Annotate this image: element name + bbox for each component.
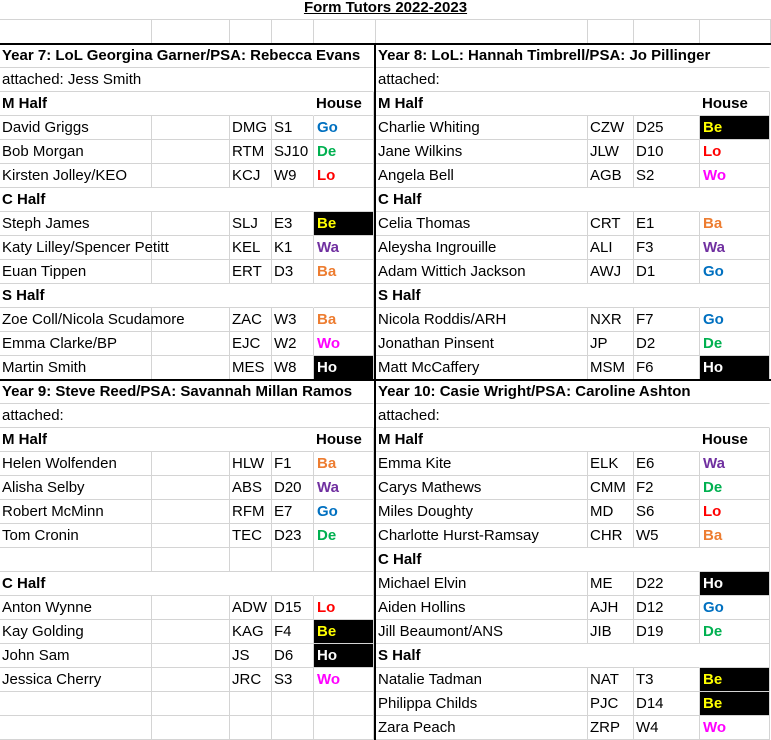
house-badge[interactable]: Ba	[314, 452, 374, 476]
house-badge[interactable]: Wo	[700, 164, 770, 188]
house-badge[interactable]: Lo	[314, 596, 374, 620]
tutor-code[interactable]: PJC	[588, 692, 634, 716]
tutor-name[interactable]: Zara Peach	[376, 716, 588, 740]
empty-cell[interactable]	[152, 524, 230, 548]
tutor-code[interactable]: CRT	[588, 212, 634, 236]
house-column-header[interactable]: House	[700, 428, 770, 452]
tutor-name[interactable]: Philippa Childs	[376, 692, 588, 716]
room-number[interactable]: W8	[272, 356, 314, 380]
tutor-code[interactable]: KAG	[230, 620, 272, 644]
half-label[interactable]: M Half	[376, 92, 700, 116]
empty-cell[interactable]	[230, 692, 272, 716]
tutor-code[interactable]: KEL	[230, 236, 272, 260]
empty-cell[interactable]	[152, 476, 230, 500]
empty-cell[interactable]	[152, 116, 230, 140]
empty-cell[interactable]	[314, 572, 374, 596]
tutor-code[interactable]: ABS	[230, 476, 272, 500]
house-badge[interactable]: Be	[700, 116, 770, 140]
tutor-name[interactable]: Martin Smith	[0, 356, 152, 380]
house-badge[interactable]: Ba	[314, 308, 374, 332]
room-number[interactable]: D12	[634, 596, 700, 620]
house-badge[interactable]: De	[700, 476, 770, 500]
empty-cell[interactable]	[230, 716, 272, 740]
house-badge[interactable]: Ho	[314, 644, 374, 668]
tutor-name[interactable]: Helen Wolfenden	[0, 452, 152, 476]
tutor-name[interactable]: Steph James	[0, 212, 152, 236]
tutor-code[interactable]: ALI	[588, 236, 634, 260]
tutor-code[interactable]: ZAC	[230, 308, 272, 332]
room-number[interactable]: D1	[634, 260, 700, 284]
empty-cell[interactable]	[230, 548, 272, 572]
block-divider-middle	[0, 379, 771, 381]
half-label[interactable]: C Half	[376, 188, 700, 212]
house-badge[interactable]: Wa	[314, 236, 374, 260]
block-divider-top	[0, 43, 771, 45]
attached-staff[interactable]: attached:	[376, 68, 770, 92]
room-number[interactable]: W3	[272, 308, 314, 332]
year-heading[interactable]: Year 10: Casie Wright/PSA: Caroline Ashton	[376, 380, 770, 404]
tutor-code[interactable]: CZW	[588, 116, 634, 140]
tutor-name[interactable]: Carys Mathews	[376, 476, 588, 500]
room-number[interactable]: E6	[634, 452, 700, 476]
empty-cell[interactable]	[152, 356, 230, 380]
empty-cell[interactable]	[152, 164, 230, 188]
empty-cell[interactable]	[152, 596, 230, 620]
house-badge[interactable]: Wo	[314, 668, 374, 692]
empty-cell[interactable]	[152, 644, 230, 668]
tutor-code[interactable]: MES	[230, 356, 272, 380]
house-badge[interactable]: Go	[314, 116, 374, 140]
tutor-code[interactable]: MSM	[588, 356, 634, 380]
empty-cell[interactable]	[152, 620, 230, 644]
empty-cell[interactable]	[700, 20, 771, 44]
empty-cell[interactable]	[152, 692, 230, 716]
house-badge[interactable]: Wa	[700, 452, 770, 476]
attached-staff[interactable]: attached:	[0, 404, 374, 428]
room-number[interactable]: SJ10	[272, 140, 314, 164]
empty-cell[interactable]	[152, 716, 230, 740]
empty-cell[interactable]	[152, 212, 230, 236]
house-badge[interactable]: Be	[314, 620, 374, 644]
room-number[interactable]: W4	[634, 716, 700, 740]
empty-cell[interactable]	[700, 644, 770, 668]
tutor-name[interactable]: Jessica Cherry	[0, 668, 152, 692]
empty-cell[interactable]	[314, 188, 374, 212]
house-badge[interactable]: Wo	[700, 716, 770, 740]
room-number[interactable]: W5	[634, 524, 700, 548]
house-badge[interactable]: Ho	[700, 356, 770, 380]
empty-cell[interactable]	[376, 20, 588, 44]
room-number[interactable]: D25	[634, 116, 700, 140]
empty-cell[interactable]	[152, 140, 230, 164]
room-number[interactable]: F7	[634, 308, 700, 332]
tutor-code[interactable]: ME	[588, 572, 634, 596]
tutor-name[interactable]: Alisha Selby	[0, 476, 152, 500]
tutor-code[interactable]: ERT	[230, 260, 272, 284]
room-number[interactable]: D19	[634, 620, 700, 644]
tutor-name[interactable]: Kirsten Jolley/KEO	[0, 164, 152, 188]
tutor-code[interactable]: RFM	[230, 500, 272, 524]
house-badge[interactable]: Go	[700, 308, 770, 332]
room-number[interactable]: S2	[634, 164, 700, 188]
house-badge[interactable]: De	[700, 332, 770, 356]
empty-cell[interactable]	[700, 548, 770, 572]
room-number[interactable]: D22	[634, 572, 700, 596]
half-label[interactable]: S Half	[376, 644, 700, 668]
half-label[interactable]: C Half	[376, 548, 700, 572]
house-column-header[interactable]: House	[314, 428, 374, 452]
room-number[interactable]: F3	[634, 236, 700, 260]
tutor-code[interactable]: JP	[588, 332, 634, 356]
tutor-name[interactable]: Jane Wilkins	[376, 140, 588, 164]
empty-cell[interactable]	[152, 332, 230, 356]
empty-cell[interactable]	[272, 692, 314, 716]
tutor-name[interactable]: John Sam	[0, 644, 152, 668]
tutor-name[interactable]: Anton Wynne	[0, 596, 152, 620]
house-badge[interactable]: Lo	[700, 500, 770, 524]
year-heading[interactable]: Year 7: LoL Georgina Garner/PSA: Rebecca Evans	[0, 44, 374, 68]
room-number[interactable]: D23	[272, 524, 314, 548]
tutor-code[interactable]: CHR	[588, 524, 634, 548]
room-number[interactable]: D2	[634, 332, 700, 356]
empty-cell[interactable]	[0, 548, 152, 572]
tutor-name[interactable]: Aiden Hollins	[376, 596, 588, 620]
half-label[interactable]: S Half	[0, 284, 314, 308]
empty-cell[interactable]	[0, 20, 152, 44]
tutor-name[interactable]: Zoe Coll/Nicola Scudamore	[0, 308, 152, 332]
room-number[interactable]: F6	[634, 356, 700, 380]
empty-cell[interactable]	[152, 452, 230, 476]
tutor-code[interactable]: ELK	[588, 452, 634, 476]
sheet-title[interactable]: Form Tutors 2022-2023	[0, 0, 771, 20]
room-number[interactable]: F4	[272, 620, 314, 644]
tutor-name[interactable]: Charlie Whiting	[376, 116, 588, 140]
room-number[interactable]: W9	[272, 164, 314, 188]
tutor-code[interactable]: SLJ	[230, 212, 272, 236]
tutor-code[interactable]: JS	[230, 644, 272, 668]
tutor-name[interactable]: Angela Bell	[376, 164, 588, 188]
house-badge[interactable]: Be	[700, 692, 770, 716]
tutor-code[interactable]: AJH	[588, 596, 634, 620]
house-column-header[interactable]: House	[700, 92, 770, 116]
room-number[interactable]: D15	[272, 596, 314, 620]
house-badge[interactable]: Wa	[314, 476, 374, 500]
tutor-code[interactable]: NXR	[588, 308, 634, 332]
empty-cell[interactable]	[314, 692, 374, 716]
tutor-code[interactable]: JIB	[588, 620, 634, 644]
empty-cell[interactable]	[152, 548, 230, 572]
tutor-name[interactable]: Emma Kite	[376, 452, 588, 476]
empty-cell[interactable]	[314, 284, 374, 308]
house-badge[interactable]: Go	[700, 260, 770, 284]
tutor-code[interactable]: ZRP	[588, 716, 634, 740]
house-badge[interactable]: Ba	[700, 212, 770, 236]
tutor-name[interactable]: Michael Elvin	[376, 572, 588, 596]
house-badge[interactable]: Wa	[700, 236, 770, 260]
room-number[interactable]: D6	[272, 644, 314, 668]
room-number[interactable]: D20	[272, 476, 314, 500]
empty-cell[interactable]	[152, 668, 230, 692]
tutor-name[interactable]: Kay Golding	[0, 620, 152, 644]
empty-cell[interactable]	[272, 548, 314, 572]
tutor-name[interactable]: Adam Wittich Jackson	[376, 260, 588, 284]
half-label[interactable]: C Half	[0, 188, 314, 212]
empty-cell[interactable]	[0, 692, 152, 716]
tutor-name[interactable]: Celia Thomas	[376, 212, 588, 236]
tutor-code[interactable]: EJC	[230, 332, 272, 356]
tutor-code[interactable]: RTM	[230, 140, 272, 164]
empty-cell[interactable]	[634, 20, 700, 44]
empty-cell[interactable]	[152, 500, 230, 524]
house-badge[interactable]: Lo	[700, 140, 770, 164]
tutor-name[interactable]: David Griggs	[0, 116, 152, 140]
tutor-code[interactable]: HLW	[230, 452, 272, 476]
tutor-name[interactable]: Jonathan Pinsent	[376, 332, 588, 356]
empty-cell[interactable]	[152, 308, 230, 332]
house-badge[interactable]: Be	[700, 668, 770, 692]
tutor-name[interactable]: Nicola Roddis/ARH	[376, 308, 588, 332]
empty-cell[interactable]	[314, 20, 376, 44]
empty-cell[interactable]	[588, 20, 634, 44]
tutor-name[interactable]: Matt McCaffery	[376, 356, 588, 380]
empty-cell[interactable]	[0, 716, 152, 740]
room-number[interactable]: K1	[272, 236, 314, 260]
half-label[interactable]: S Half	[376, 284, 700, 308]
half-label[interactable]: M Half	[0, 428, 314, 452]
tutor-name[interactable]: Bob Morgan	[0, 140, 152, 164]
house-badge[interactable]: Lo	[314, 164, 374, 188]
house-badge[interactable]: Go	[314, 500, 374, 524]
room-number[interactable]: E1	[634, 212, 700, 236]
room-number[interactable]: S6	[634, 500, 700, 524]
year-heading[interactable]: Year 8: LoL: Hannah Timbrell/PSA: Jo Pillinger	[376, 44, 770, 68]
tutor-name[interactable]: Jill Beaumont/ANS	[376, 620, 588, 644]
tutor-code[interactable]: JLW	[588, 140, 634, 164]
empty-cell[interactable]	[152, 236, 230, 260]
empty-cell[interactable]	[272, 716, 314, 740]
house-badge[interactable]: De	[314, 140, 374, 164]
tutor-code[interactable]: KCJ	[230, 164, 272, 188]
empty-cell[interactable]	[272, 20, 314, 44]
half-label[interactable]: M Half	[376, 428, 700, 452]
empty-cell[interactable]	[230, 20, 272, 44]
tutor-code[interactable]: NAT	[588, 668, 634, 692]
empty-cell[interactable]	[700, 188, 770, 212]
attached-staff[interactable]: attached:	[376, 404, 770, 428]
house-badge[interactable]: De	[700, 620, 770, 644]
tutor-code[interactable]: ADW	[230, 596, 272, 620]
house-badge[interactable]: De	[314, 524, 374, 548]
house-badge[interactable]: Wo	[314, 332, 374, 356]
tutor-code[interactable]: DMG	[230, 116, 272, 140]
tutor-name[interactable]: Charlotte Hurst-Ramsay	[376, 524, 588, 548]
tutor-name[interactable]: Tom Cronin	[0, 524, 152, 548]
room-number[interactable]: E3	[272, 212, 314, 236]
tutor-code[interactable]: AWJ	[588, 260, 634, 284]
room-number[interactable]: S3	[272, 668, 314, 692]
house-column-header[interactable]: House	[314, 92, 374, 116]
tutor-code[interactable]: CMM	[588, 476, 634, 500]
room-number[interactable]: D10	[634, 140, 700, 164]
room-number[interactable]: W2	[272, 332, 314, 356]
half-label[interactable]: M Half	[0, 92, 314, 116]
tutor-code[interactable]: MD	[588, 500, 634, 524]
room-number[interactable]: F2	[634, 476, 700, 500]
tutor-name[interactable]: Euan Tippen	[0, 260, 152, 284]
year-heading[interactable]: Year 9: Steve Reed/PSA: Savannah Millan Ramos	[0, 380, 374, 404]
tutor-code[interactable]: AGB	[588, 164, 634, 188]
half-label[interactable]: C Half	[0, 572, 314, 596]
house-badge[interactable]: Be	[314, 212, 374, 236]
room-number[interactable]: S1	[272, 116, 314, 140]
empty-cell[interactable]	[314, 716, 374, 740]
tutor-name[interactable]: Natalie Tadman	[376, 668, 588, 692]
room-number[interactable]: T3	[634, 668, 700, 692]
room-number[interactable]: F1	[272, 452, 314, 476]
column-divider	[374, 44, 376, 740]
tutor-name[interactable]: Aleysha Ingrouille	[376, 236, 588, 260]
empty-cell[interactable]	[152, 260, 230, 284]
house-badge[interactable]: Go	[700, 596, 770, 620]
empty-cell[interactable]	[152, 20, 230, 44]
house-badge[interactable]: Ba	[700, 524, 770, 548]
room-number[interactable]: D14	[634, 692, 700, 716]
room-number[interactable]: D3	[272, 260, 314, 284]
house-badge[interactable]: Ba	[314, 260, 374, 284]
tutor-name[interactable]: Miles Doughty	[376, 500, 588, 524]
tutor-name[interactable]: Katy Lilley/Spencer Petitt	[0, 236, 152, 260]
house-badge[interactable]: Ho	[700, 572, 770, 596]
tutor-code[interactable]: TEC	[230, 524, 272, 548]
tutor-name[interactable]: Emma Clarke/BP	[0, 332, 152, 356]
tutor-name[interactable]: Robert McMinn	[0, 500, 152, 524]
house-badge[interactable]: Ho	[314, 356, 374, 380]
attached-staff[interactable]: attached: Jess Smith	[0, 68, 374, 92]
empty-cell[interactable]	[314, 548, 374, 572]
room-number[interactable]: E7	[272, 500, 314, 524]
empty-cell[interactable]	[700, 284, 770, 308]
tutor-code[interactable]: JRC	[230, 668, 272, 692]
